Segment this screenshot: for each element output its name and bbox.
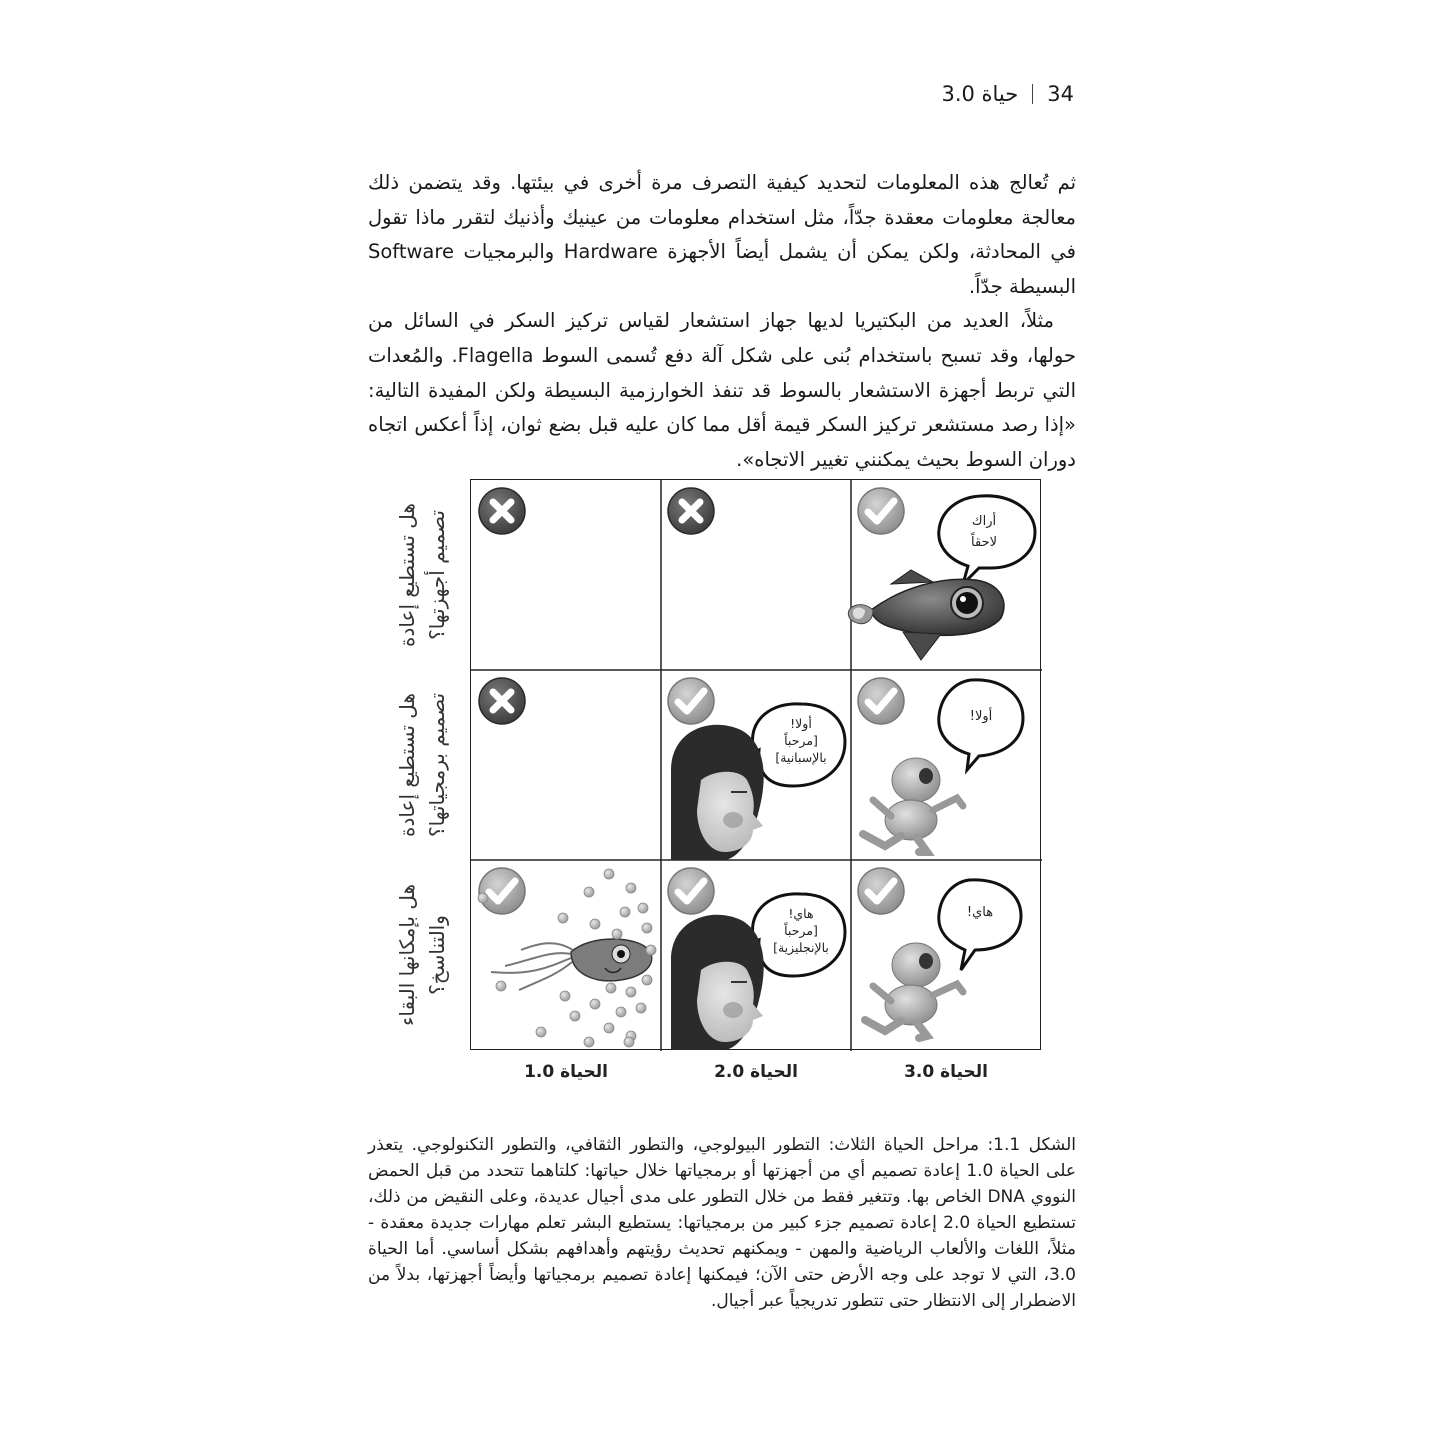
paragraph-2: مثلاً، العديد من البكتيريا لديها جهاز استشعار لقياس تركيز السكر في السائل من حولها، وقد تسبح باستخدام بُنى على شكل آلة دفع تُسمى السوط Flagella. والمُعدات التي تربط أجهزة الاستشعار بالسوط قد تنفذ الخوارزمية البسيطة ولكن المفيدة التالية: «إذا رصد مستشعر تركيز السكر قيمة أقل مما كان عليه قبل بضع ثوان، إذاً أعكس اتجاه دوران السوط بحيث يمكنني تغيير الاتجاه». xyxy=(368,309,1077,471)
row-label-line: تصميم أجهزتها؟ xyxy=(425,510,449,640)
row-label-hardware xyxy=(377,480,467,670)
cross-icon xyxy=(479,488,525,534)
check-icon xyxy=(858,868,904,914)
header-separator xyxy=(1032,84,1033,104)
caption-text: الشكل 1.1: مراحل الحياة الثلاث: التطور البيولوجي، والتطور الثقافي، والتطور التكنولوجي. يتعذر على الحياة 1.0 إعادة تصميم أي من أجهزتها أو برمجياتها خلال حياتها: كلتاهما تتحدد من قبل الحمض النووي DNA الخاص بها. وتتغير فقط من خلال التطور على مدى أجيال عديدة، وعلى النقيض من ذلك، تستطيع الحياة 2.0 إعادة تصميم جزء كبير من برمجياتها: يستطيع البشر تعلم مهارات جديدة معقدة - مثلاً، اللغات والألعاب الرياضية والمهن - ويمكنهم تحديث رؤيتهم وأهدافهم بشكل أساسي. أما الحياة 3.0، التي لا توجد على وجه الأرض حتى الآن؛ فيمكنها إعادة تصميم برمجياتها وأيضاً أجهزتها، بدلاً من الاضطرار إلى الانتظار حتى تتطور تدريجياً عبر أجيال. xyxy=(368,1135,1076,1311)
check-icon xyxy=(668,868,714,914)
book-title: حياة 3.0 xyxy=(941,82,1019,106)
cross-icon xyxy=(479,678,525,724)
bubble-text: هاي! xyxy=(966,905,994,920)
bubble-text: [مرحباً xyxy=(784,733,818,748)
figure-caption xyxy=(368,1132,1076,1314)
bubble-text: [مرحباً xyxy=(784,923,818,938)
bubble-text: أراك xyxy=(971,514,997,529)
check-icon xyxy=(479,868,525,914)
bubble-text: أولا! xyxy=(969,709,993,724)
row-label-line: هل تستطيع إعادة xyxy=(395,693,419,837)
bubble-text: بالإنجليزية] xyxy=(773,940,829,955)
running-header xyxy=(900,82,1074,106)
bubble-text: لاحقاً xyxy=(971,535,997,550)
life-stages-figure xyxy=(470,479,1041,1050)
bubble-text: أولا! xyxy=(790,716,812,731)
row-label-line: هل بإمكانها البقاء xyxy=(395,883,419,1027)
figure-svg xyxy=(471,480,1042,1051)
row-label-line: والتناسخ؟ xyxy=(425,915,449,995)
column-label-life-2: الحياة 2.0 xyxy=(714,1062,798,1082)
paragraph-1: ثم تُعالج هذه المعلومات لتحديد كيفية التصرف مرة أخرى في بيئتها. وقد يتضمن ذلك معالجة معلومات معقدة جدّاً، مثل استخدام معلومات من عينيك وأذنيك لتقرر ماذا تقول في المحادثة، ولكن يمكن أن يشمل أيضاً الأجهزة Hardware والبرمجيات Software البسيطة جدّاً. xyxy=(368,171,1076,298)
page-number: 34 xyxy=(1047,82,1074,106)
check-icon xyxy=(858,488,904,534)
woman-english-illustration xyxy=(671,894,845,1050)
bubble-text: بالإسبانية] xyxy=(775,750,827,765)
column-label-life-3: الحياة 3.0 xyxy=(904,1062,988,1082)
woman-spanish-illustration xyxy=(671,704,845,860)
body-text xyxy=(368,166,1076,477)
check-icon xyxy=(858,678,904,724)
row-label-software xyxy=(377,670,467,860)
row-label-line: هل تستطيع إعادة xyxy=(395,503,419,647)
row-label-line: تصميم برمجياتها؟ xyxy=(425,692,449,838)
check-icon xyxy=(668,678,714,724)
cross-icon xyxy=(668,488,714,534)
row-label-survive xyxy=(377,860,467,1050)
bubble-text: هاي! xyxy=(788,906,814,921)
column-label-life-1: الحياة 1.0 xyxy=(524,1062,608,1082)
